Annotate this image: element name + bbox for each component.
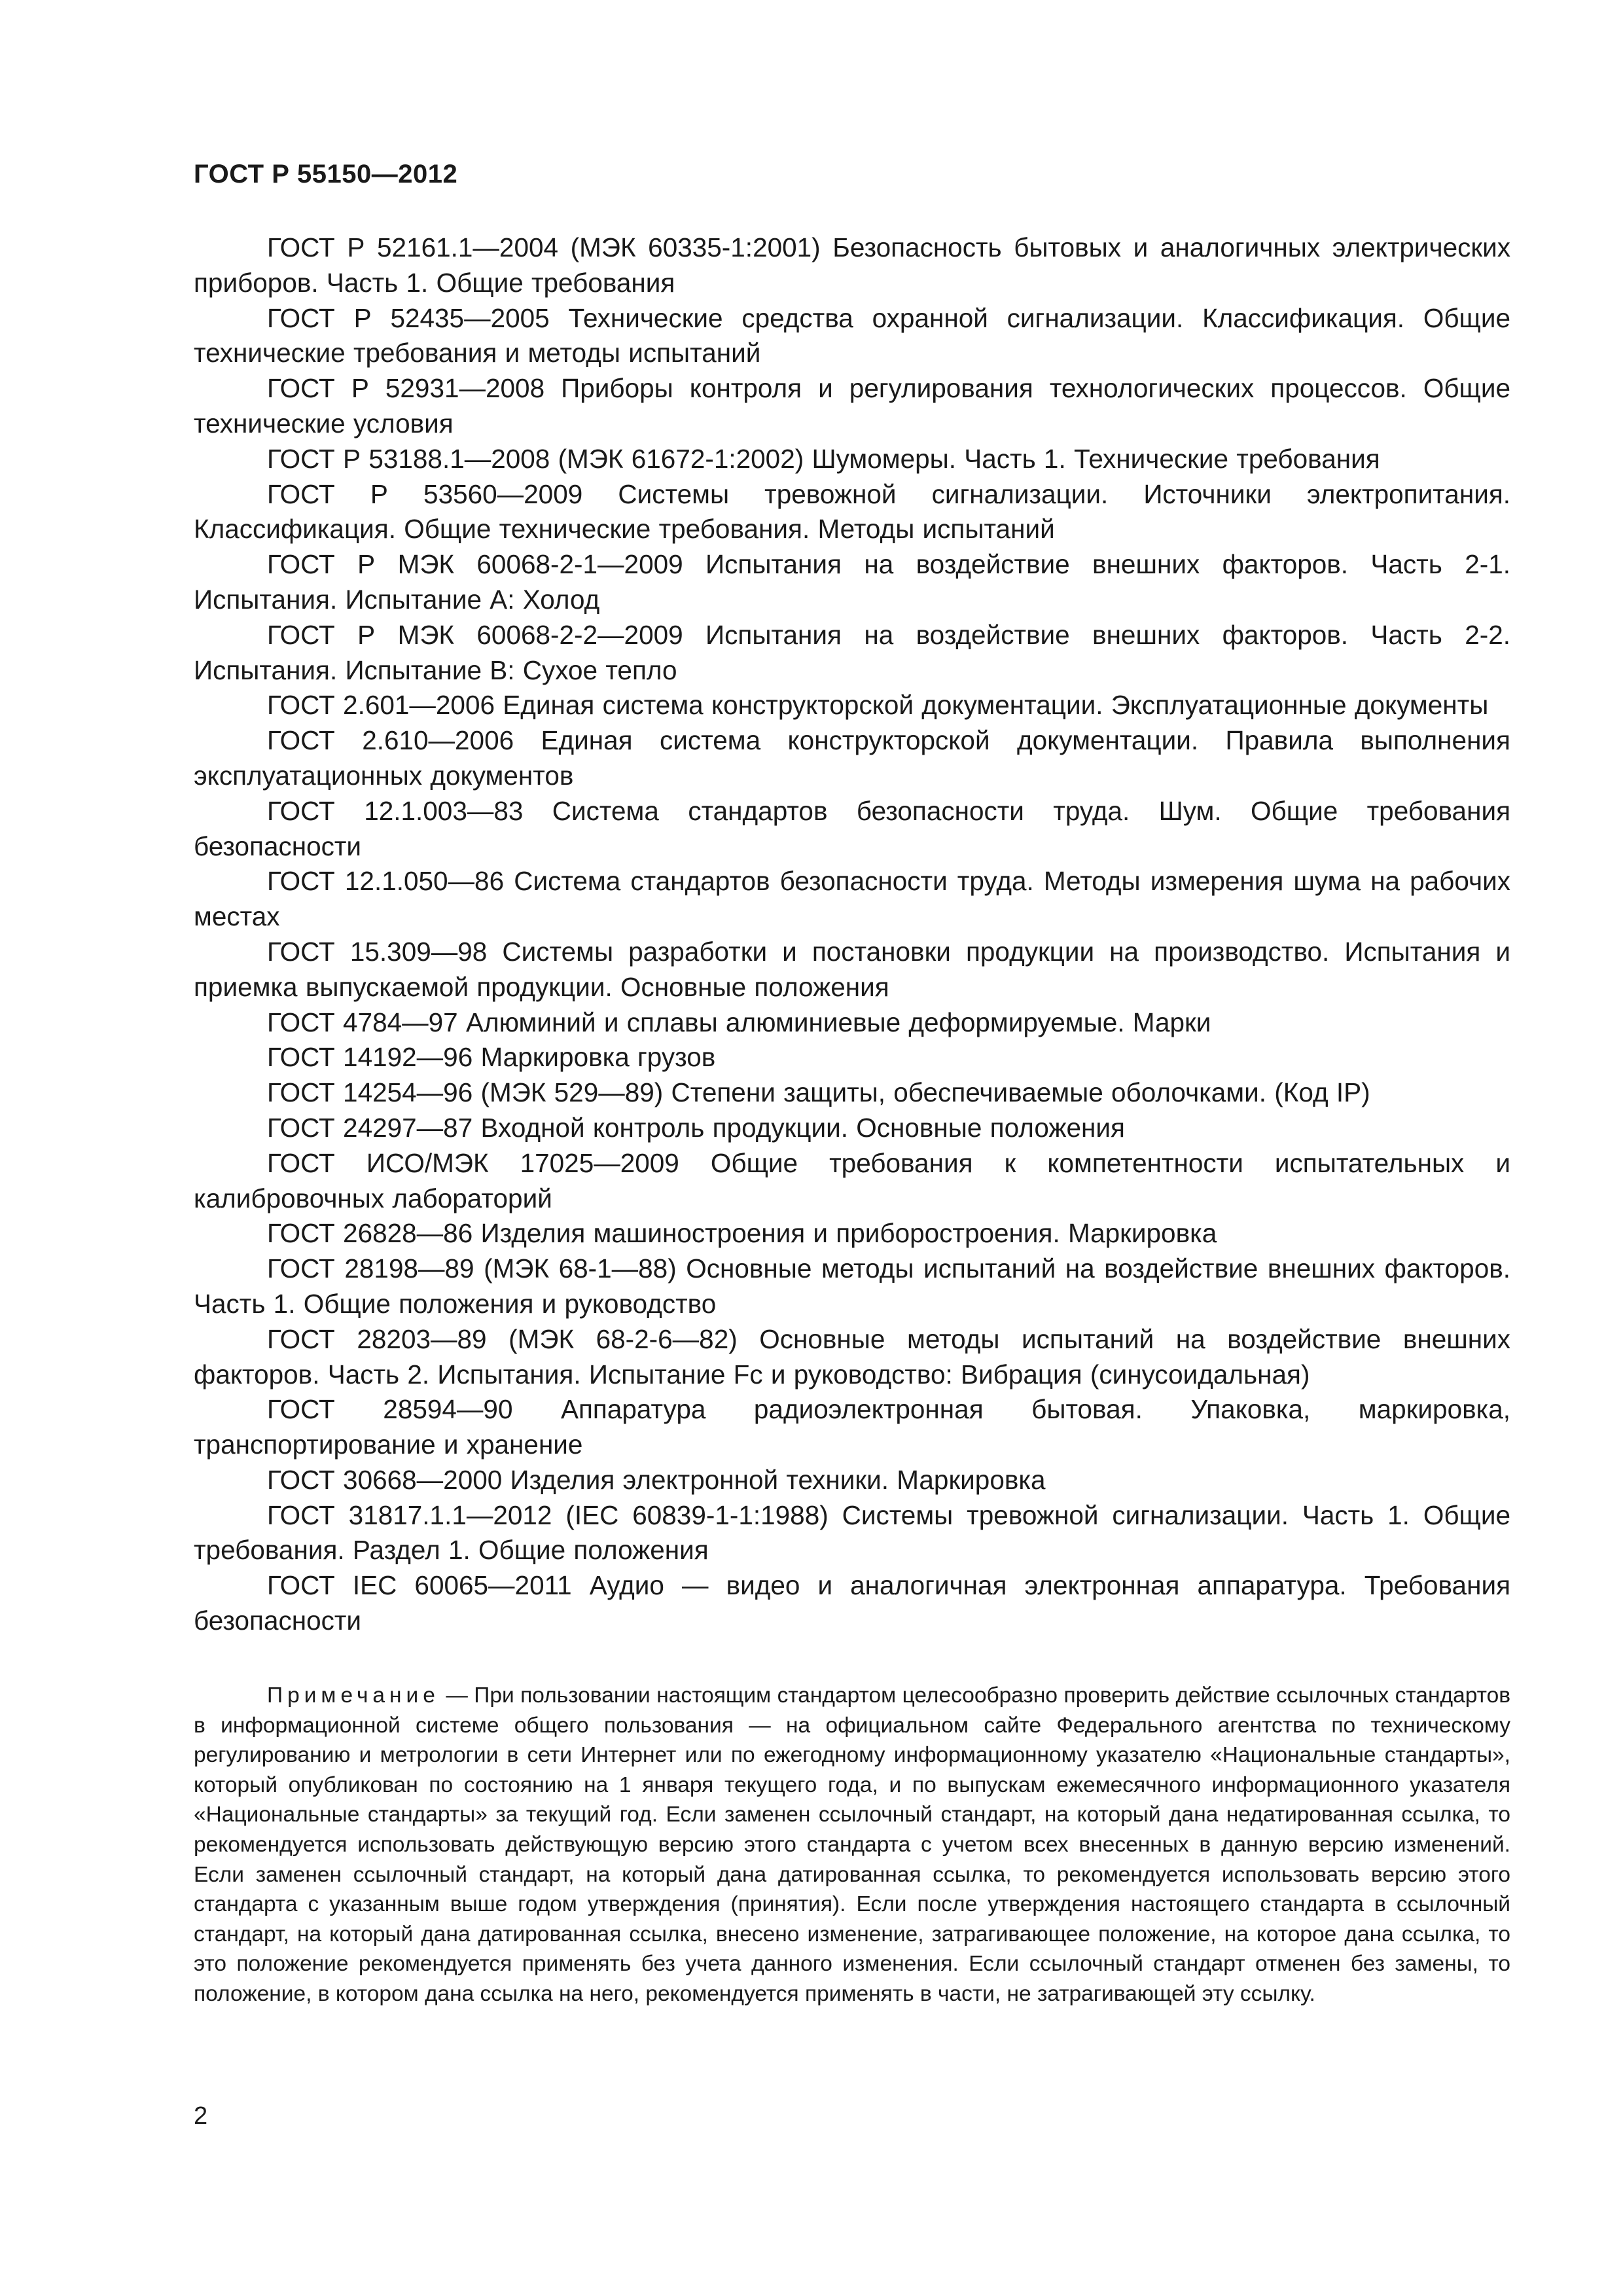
reference-item: ГОСТ ИСО/МЭК 17025—2009 Общие требования к компетентности испытательных и калибровочных лабораторий [194, 1147, 1510, 1213]
reference-item: ГОСТ Р МЭК 60068-2-2—2009 Испытания на воздействие внешних факторов. Часть 2-2. Испытания. Испытание В: Сухое тепло [194, 619, 1510, 685]
page-header-title: ГОСТ Р 55150—2012 [194, 160, 458, 188]
reference-item: ГОСТ 12.1.050—86 Система стандартов безопасности труда. Методы измерения шума на рабочих местах [194, 866, 1510, 932]
reference-item: ГОСТ 31817.1.1—2012 (IEC 60839-1-1:1988) Системы тревожной сигнализации. Часть 1. Общие требования. Раздел 1. Общие положения [194, 1499, 1510, 1566]
reference-item: ГОСТ Р 52931—2008 Приборы контроля и регулирования технологических процессов. Общие технические условия [194, 373, 1510, 439]
reference-item: ГОСТ 15.309—98 Системы разработки и постановки продукции на производство. Испытания и приемка выпускаемой продукции. Основные положения [194, 936, 1510, 1002]
reference-item: ГОСТ 26828—86 Изделия машиностроения и приборостроения. Маркировка [267, 1218, 1217, 1249]
reference-item: ГОСТ IEC 60065—2011 Аудио — видео и аналогичная электронная аппаратура. Требования безопасности [194, 1570, 1510, 1636]
reference-item: ГОСТ 24297—87 Входной контроль продукции. Основные положения [267, 1112, 1125, 1143]
reference-item: ГОСТ Р МЭК 60068-2-1—2009 Испытания на воздействие внешних факторов. Часть 2-1. Испытания. Испытание А: Холод [194, 549, 1510, 615]
reference-item: ГОСТ 28594—90 Аппаратура радиоэлектронная бытовая. Упаковка, маркировка, транспортирование и хранение [194, 1394, 1510, 1460]
note-block [194, 1681, 1510, 2009]
note-label: Примечание [267, 1683, 440, 1708]
reference-item: ГОСТ Р 52435—2005 Технические средства охранной сигнализации. Классификация. Общие технические требования и методы испытаний [194, 302, 1510, 368]
reference-item: ГОСТ Р 53560—2009 Системы тревожной сигнализации. Источники электропитания. Классификация. Общие технические требования. Методы испытаний [194, 478, 1510, 545]
page-number: 2 [194, 2102, 208, 2130]
reference-item: ГОСТ 14254—96 (МЭК 529—89) Степени защиты, обеспечиваемые оболочками. (Код IP) [267, 1077, 1370, 1108]
reference-item: ГОСТ 14192—96 Маркировка грузов [267, 1042, 716, 1073]
reference-item: ГОСТ 12.1.003—83 Система стандартов безопасности труда. Шум. Общие требования безопасности [194, 795, 1510, 861]
reference-item: ГОСТ 4784—97 Алюминий и сплавы алюминиевые деформируемые. Марки [267, 1007, 1211, 1037]
reference-list [194, 230, 1510, 1639]
reference-item: ГОСТ 2.601—2006 Единая система конструкторской документации. Эксплуатационные документы [267, 690, 1489, 721]
reference-item: ГОСТ Р 53188.1—2008 (МЭК 61672-1:2002) Шумомеры. Часть 1. Технические требования [267, 443, 1380, 474]
reference-item: ГОСТ 30668—2000 Изделия электронной техники. Маркировка [267, 1464, 1046, 1495]
reference-item: ГОСТ Р 52161.1—2004 (МЭК 60335-1:2001) Безопасность бытовых и аналогичных электрических приборов. Часть 1. Общие требования [194, 232, 1510, 298]
reference-item: ГОСТ 28198—89 (МЭК 68-1—88) Основные методы испытаний на воздействие внешних факторов. Часть 1. Общие положения и руководство [194, 1253, 1510, 1319]
reference-item: ГОСТ 28203—89 (МЭК 68-2-6—82) Основные методы испытаний на воздействие внешних факторов. Часть 2. Испытания. Испытание Fc и руководство: Вибрация (синусоидальная) [194, 1323, 1510, 1390]
note-text: — При пользовании настоящим стандартом целесообразно проверить действие ссылочных стандартов в информационной системе общего пользования — на официальном сайте Федерального агентства по техническому регулированию и метрологии в сети Интернет или по ежегодному информационному указателю «Национальные стандарты», который опубликован по состоянию на 1 января текущего года, и по выпускам ежемесячного информационного указателя «Национальные стандарты» за текущий год. Если заменен ссылочный стандарт, на который дана недатированная ссылка, то рекомендуется использовать действующую версию этого стандарта с учетом всех внесенных в данную версию изменений. Если заменен ссылочный стандарт, на который дана датированная ссылка, то рекомендуется использовать версию этого стандарта с указанным выше годом утверждения (принятия). Если после утверждения настоящего стандарта в ссылочный стандарт, на который дана датированная ссылка, внесено изменение, затрагивающее положение, на которое дана ссылка, то это положение рекомендуется применять без учета данного изменения. Если ссылочный стандарт отменен без замены, то положение, в котором дана ссылка на него, рекомендуется применять в части, не затрагивающей эту ссылку. [194, 1683, 1510, 2006]
reference-item: ГОСТ 2.610—2006 Единая система конструкторской документации. Правила выполнения эксплуатационных документов [194, 725, 1510, 791]
